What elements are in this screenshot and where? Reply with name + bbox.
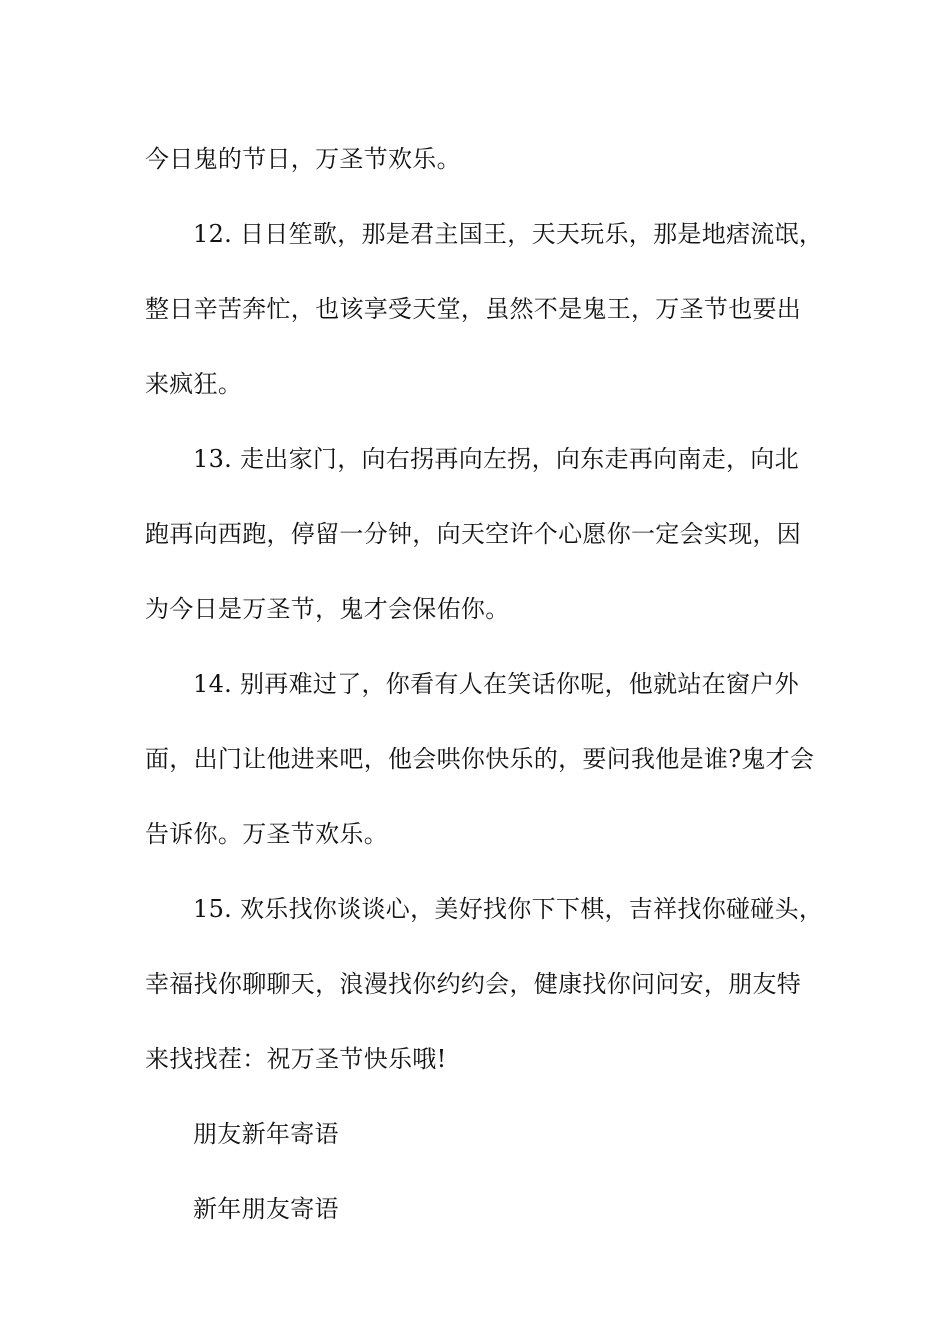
text-line: 跑再向西跑，停留一分钟，向天空许个心愿你一定会实现，因 xyxy=(145,520,802,548)
paragraph-item-12 xyxy=(145,197,835,422)
text-line: 来疯狂。 xyxy=(145,370,243,398)
text-line: 今日鬼的节日，万圣节欢乐。 xyxy=(145,145,461,173)
paragraph-item-13 xyxy=(145,422,835,647)
text-line: 新年朋友寄语 xyxy=(193,1195,339,1223)
paragraph-continuation xyxy=(145,122,835,197)
text-line: 为今日是万圣节，鬼才会保佑你。 xyxy=(145,595,510,623)
related-link-text-2 xyxy=(145,1172,835,1247)
text-line: 面，出门让他进来吧，他会哄你快乐的，要问我他是谁?鬼才会 xyxy=(145,745,815,773)
text-line: 告诉你。万圣节欢乐。 xyxy=(145,820,388,848)
text-line: 14. 别再难过了，你看有人在笑话你呢，他就站在窗户外 xyxy=(193,670,799,698)
paragraph-item-14 xyxy=(145,647,835,872)
document-body xyxy=(145,122,835,1247)
text-line: 15. 欢乐找你谈谈心，美好找你下下棋，吉祥找你碰碰头， xyxy=(193,895,824,923)
text-line: 整日辛苦奔忙，也该享受天堂，虽然不是鬼王，万圣节也要出 xyxy=(145,295,802,323)
text-line: 13. 走出家门，向右拐再向左拐，向东走再向南走，向北 xyxy=(193,445,799,473)
paragraph-item-15 xyxy=(145,872,835,1097)
text-line: 来找找茬：祝万圣节快乐哦! xyxy=(145,1045,447,1073)
text-line: 12. 日日笙歌，那是君主国王，天天玩乐，那是地痞流氓， xyxy=(193,220,824,248)
related-link-text-1 xyxy=(145,1097,835,1172)
text-line: 朋友新年寄语 xyxy=(193,1120,339,1148)
text-line: 幸福找你聊聊天，浪漫找你约约会，健康找你问问安，朋友特 xyxy=(145,970,802,998)
